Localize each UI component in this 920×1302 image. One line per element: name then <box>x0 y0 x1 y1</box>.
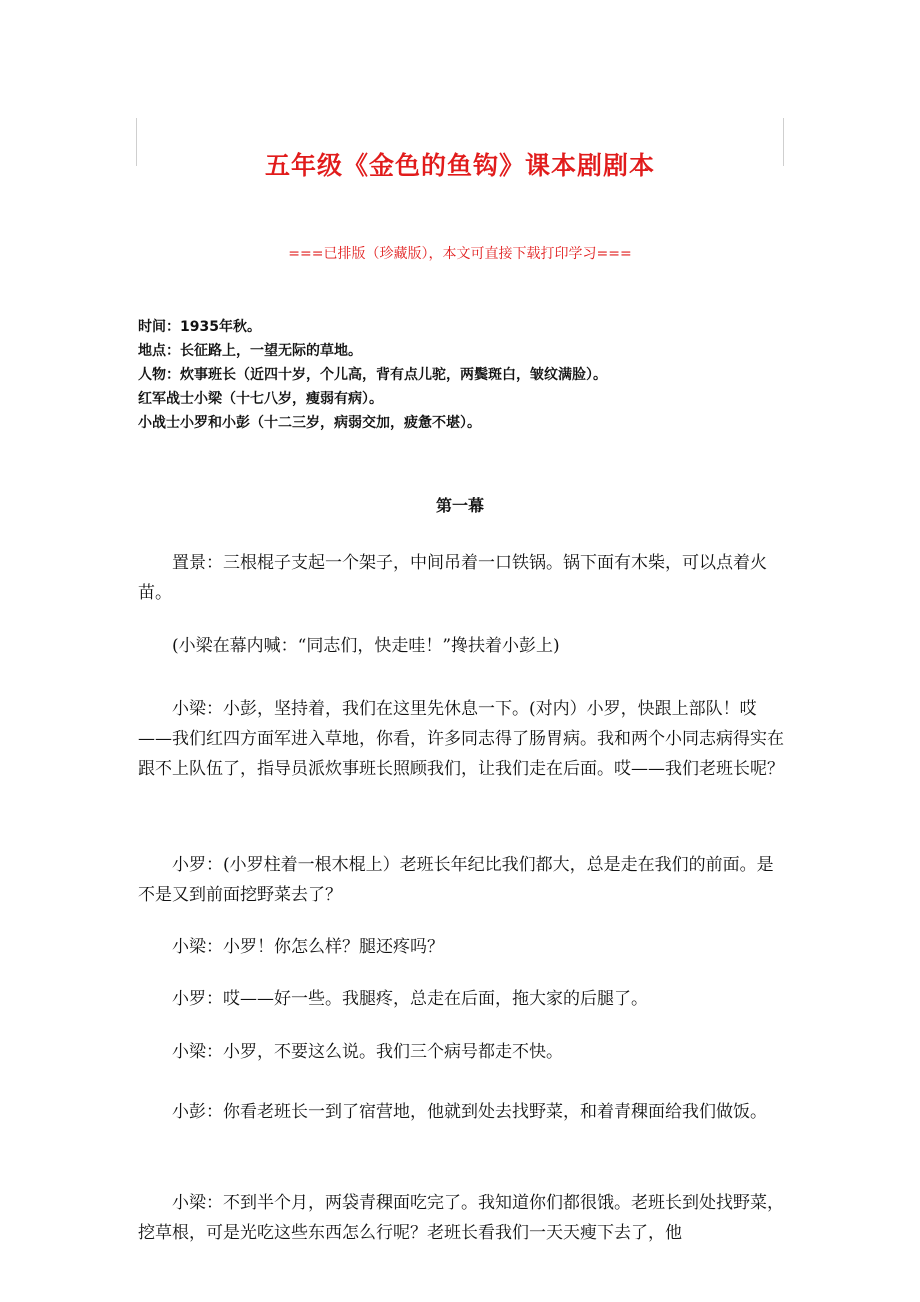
info-line-time: 时间：1935年秋。 <box>138 319 261 335</box>
info-line-characters: 人物：炊事班长（近四十岁，个儿高，背有点儿驼，两鬓斑白，皱纹满脸）。 <box>138 367 607 383</box>
info-line-place: 地点：长征路上，一望无际的草地。 <box>138 343 362 359</box>
paragraph-dialogue: 小罗：(小罗柱着一根木棍上）老班长年纪比我们都大，总是走在我们的前面。是不是又到前面挖野菜去了？ <box>138 855 774 905</box>
document-subtitle: ===已排版（珍藏版），本文可直接下载打印学习=== <box>288 246 632 262</box>
act-heading: 第一幕 <box>435 496 484 515</box>
paragraph-scene-setting: 置景：三根棍子支起一个架子，中间吊着一口铁锅。锅下面有木柴，可以点着火苗。 <box>138 553 767 603</box>
document-title: 五年级《金色的鱼钩》课本剧剧本 <box>264 151 655 180</box>
paragraph-stage-direction: (小梁在幕内喊：“同志们，快走哇！”搀扶着小彭上) <box>172 636 560 656</box>
paragraph-dialogue: 小梁：不到半个月，两袋青稞面吃完了。我知道你们都很饿。老班长到处找野菜，挖草根，可是光吃这些东西怎么行呢？老班长看我们一天天瘦下去了，他 <box>138 1193 784 1243</box>
paragraph-dialogue: 小梁：小彭，坚持着，我们在这里先休息一下。(对内）小罗，快跟上部队！哎——我们红四方面军进入草地，你看，许多同志得了肠胃病。我和两个小同志病得实在跟不上队伍了，指导员派炊事班长照顾我们，让我们走在后面。哎——我们老班长呢？ <box>138 699 784 779</box>
info-line-xiaoliang: 红军战士小梁（十七八岁，瘦弱有病）。 <box>138 391 383 407</box>
paragraph-dialogue: 小梁：小罗，不要这么说。我们三个病号都走不快。 <box>172 1042 563 1062</box>
paragraph-dialogue: 小梁：小罗！你怎么样？腿还疼吗？ <box>172 937 444 957</box>
paragraph-dialogue: 小罗：哎——好一些。我腿疼，总走在后面，拖大家的后腿了。 <box>172 989 648 1009</box>
paragraph-dialogue: 小彭：你看老班长一到了宿营地，他就到处去找野菜，和着青稞面给我们做饭。 <box>172 1102 767 1122</box>
info-line-xiaoluo-xiaopeng: 小战士小罗和小彭（十二三岁，病弱交加，疲惫不堪）。 <box>138 415 481 431</box>
cast-info-block <box>138 315 798 435</box>
